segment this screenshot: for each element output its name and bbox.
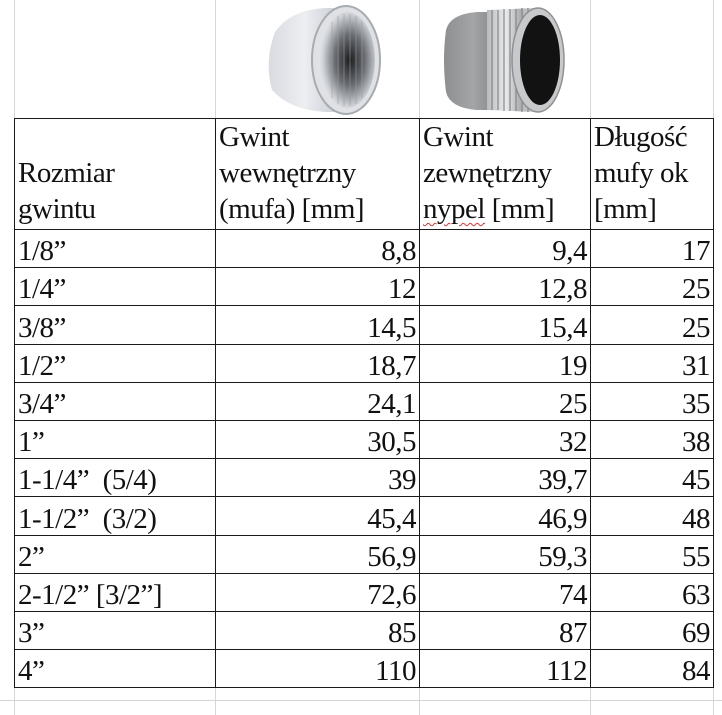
header-text: Długość — [594, 121, 688, 153]
header-text: [mm] — [484, 193, 555, 225]
cell-size[interactable]: 1-1/4” (5/4) — [15, 459, 216, 497]
table-row — [15, 459, 714, 497]
table-row — [15, 611, 714, 649]
cell-size[interactable]: 1” — [15, 420, 216, 458]
cell-size[interactable]: 3/8” — [15, 306, 216, 344]
cell-external[interactable]: 112 — [420, 650, 591, 688]
cell-size[interactable]: 1-1/2” (3/2) — [15, 497, 216, 535]
cell-external[interactable]: 87 — [420, 611, 591, 649]
cell-length[interactable]: 48 — [591, 497, 714, 535]
cell-size[interactable]: 3” — [15, 611, 216, 649]
cell-length[interactable]: 69 — [591, 611, 714, 649]
cell-size[interactable]: 4” — [15, 650, 216, 688]
header-internal-thread — [216, 119, 420, 230]
cell-length[interactable]: 63 — [591, 573, 714, 611]
table-row — [15, 573, 714, 611]
cell-length[interactable]: 17 — [591, 230, 714, 268]
header-text: Gwint — [219, 121, 289, 153]
cell-internal[interactable]: 110 — [216, 650, 420, 688]
table-row — [15, 535, 714, 573]
cell-external[interactable]: 59,3 — [420, 535, 591, 573]
cell-length[interactable]: 25 — [591, 268, 714, 306]
header-text: (mufa) [mm] — [219, 193, 365, 225]
gridline — [0, 700, 722, 701]
cell-internal[interactable]: 24,1 — [216, 382, 420, 420]
cell-external[interactable]: 12,8 — [420, 268, 591, 306]
cell-size[interactable]: 3/4” — [15, 382, 216, 420]
cell-external[interactable]: 39,7 — [420, 459, 591, 497]
male-nipple-image — [432, 4, 572, 116]
header-text: wewnętrzny — [219, 157, 356, 189]
female-socket-image — [250, 2, 390, 117]
cell-size[interactable]: 1/8” — [15, 230, 216, 268]
cell-external[interactable]: 32 — [420, 420, 591, 458]
cell-internal[interactable]: 39 — [216, 459, 420, 497]
header-text: mufy ok — [594, 157, 688, 189]
header-text: [mm] — [594, 193, 657, 225]
table-row — [15, 344, 714, 382]
cell-external[interactable]: 19 — [420, 344, 591, 382]
cell-length[interactable]: 31 — [591, 344, 714, 382]
table-row — [15, 230, 714, 268]
cell-internal[interactable]: 8,8 — [216, 230, 420, 268]
cell-length[interactable]: 55 — [591, 535, 714, 573]
cell-external[interactable]: 74 — [420, 573, 591, 611]
cell-size[interactable]: 2-1/2” [3/2”] — [15, 573, 216, 611]
cell-length[interactable]: 25 — [591, 306, 714, 344]
cell-internal[interactable]: 72,6 — [216, 573, 420, 611]
thread-size-table — [14, 118, 714, 688]
cell-external[interactable]: 25 — [420, 382, 591, 420]
spellcheck-underlined-word: nypel — [423, 193, 485, 225]
cell-size[interactable]: 2” — [15, 535, 216, 573]
cell-length[interactable]: 35 — [591, 382, 714, 420]
header-thread-size — [15, 119, 216, 230]
table-row — [15, 650, 714, 688]
cell-internal[interactable]: 56,9 — [216, 535, 420, 573]
header-text: Gwint — [423, 121, 493, 153]
cell-internal[interactable]: 14,5 — [216, 306, 420, 344]
header-external-thread — [420, 119, 591, 230]
cell-internal[interactable]: 45,4 — [216, 497, 420, 535]
cell-length[interactable]: 84 — [591, 650, 714, 688]
header-text: Rozmiar — [18, 157, 115, 189]
table-row — [15, 382, 714, 420]
header-socket-length — [591, 119, 714, 230]
cell-size[interactable]: 1/2” — [15, 344, 216, 382]
cell-length[interactable]: 38 — [591, 420, 714, 458]
cell-external[interactable]: 46,9 — [420, 497, 591, 535]
cell-external[interactable]: 9,4 — [420, 230, 591, 268]
table-row — [15, 268, 714, 306]
table-row — [15, 306, 714, 344]
table-row — [15, 420, 714, 458]
cell-internal[interactable]: 12 — [216, 268, 420, 306]
table-row — [15, 497, 714, 535]
product-images-row — [0, 0, 722, 118]
cell-internal[interactable]: 30,5 — [216, 420, 420, 458]
cell-internal[interactable]: 18,7 — [216, 344, 420, 382]
header-text: zewnętrzny — [423, 157, 552, 189]
cell-length[interactable]: 45 — [591, 459, 714, 497]
cell-internal[interactable]: 85 — [216, 611, 420, 649]
cell-external[interactable]: 15,4 — [420, 306, 591, 344]
cell-size[interactable]: 1/4” — [15, 268, 216, 306]
header-text: gwintu — [18, 193, 96, 225]
header-row — [15, 119, 714, 230]
